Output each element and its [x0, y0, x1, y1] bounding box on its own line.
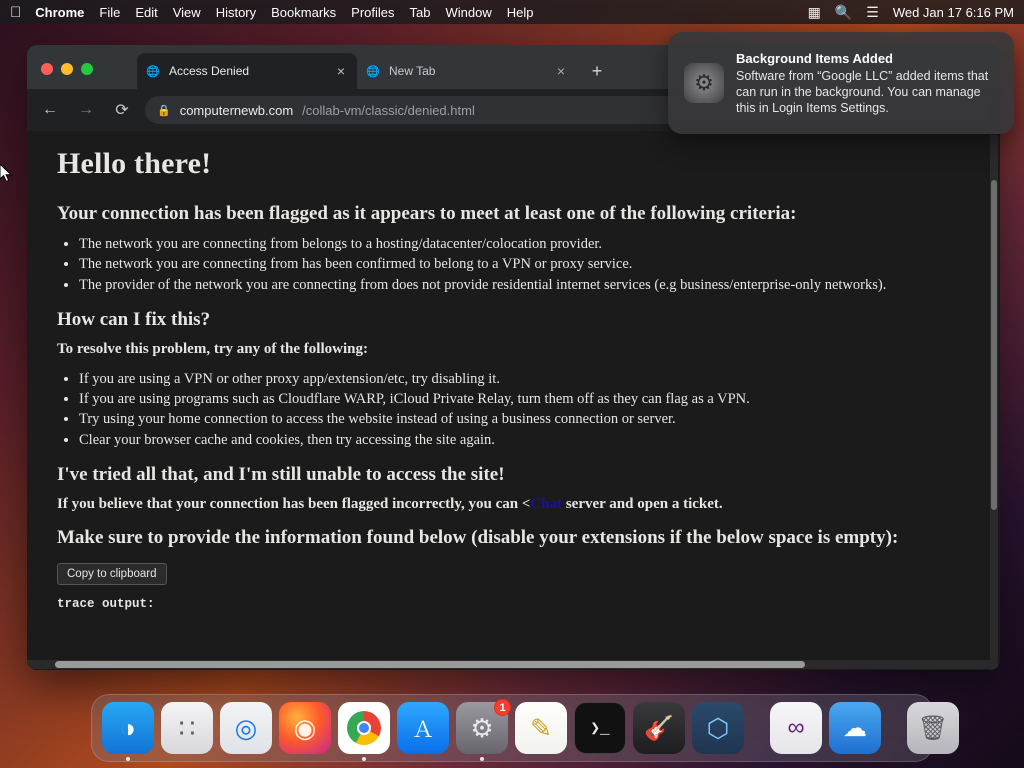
dock-item-system-settings[interactable] [456, 702, 508, 754]
ticket-prefix: If you believe that your connection has been flagged incorrectly, you can [57, 495, 522, 512]
notification-title: Background Items Added [736, 50, 893, 66]
notes-icon: ✎ [530, 712, 552, 743]
menu-item-history[interactable]: History [204, 4, 245, 20]
dock-item-visual-studio[interactable] [770, 702, 822, 754]
lock-icon: 🔒 [157, 104, 171, 117]
menu-item-view[interactable]: View [161, 4, 190, 20]
dock [91, 694, 949, 762]
dock-item-launchpad[interactable] [161, 702, 213, 754]
vertical-scrollbar-thumb[interactable] [991, 180, 997, 510]
dock-item-weather[interactable] [829, 702, 881, 754]
globe-icon: 🌐 [366, 65, 380, 78]
reload-icon[interactable]: ⟳ [115, 102, 129, 119]
control-center-icon[interactable]: ☰ [866, 3, 879, 20]
dock-item-firefox[interactable] [279, 702, 331, 754]
forward-icon[interactable]: → [78, 101, 94, 118]
firefox-icon: ◉ [293, 712, 317, 743]
menu-item-profiles[interactable]: Profiles [339, 4, 384, 20]
tab-title: Access Denied [169, 64, 250, 78]
mouse-cursor [0, 164, 12, 183]
menu-item-edit[interactable]: Edit [124, 4, 147, 20]
window-controls [41, 63, 93, 75]
notification-banner[interactable] [668, 32, 1014, 134]
criteria-list [79, 235, 970, 295]
list-item: • The network you are connecting from has been confirmed to belong to a VPN or proxy service. [79, 255, 970, 274]
close-icon[interactable]: × [556, 63, 566, 79]
dock-item-garageband[interactable] [633, 702, 685, 754]
visual-studio-icon: ∞ [787, 714, 805, 741]
list-item: • The network you are connecting from belongs to a hosting/datacenter/colocation provider. [79, 235, 970, 254]
running-indicator [480, 757, 484, 761]
dock-item-trash[interactable] [907, 702, 959, 754]
horizontal-scrollbar[interactable] [27, 660, 992, 669]
copy-to-clipboard-button[interactable]: Copy to clipboard [57, 563, 167, 585]
chrome-window [27, 45, 1000, 670]
menu-bar [0, 0, 1024, 24]
globe-icon: 🌐 [146, 65, 160, 78]
fix-heading: How can I fix this? [57, 308, 211, 330]
menu-item-help[interactable]: Help [495, 4, 523, 20]
safari-icon: ◎ [234, 712, 258, 743]
finder-icon: ◑ [120, 712, 136, 743]
vs-code-icon: ⬡ [706, 712, 730, 743]
gear-icon: ⚙ [470, 712, 494, 743]
maximize-window-button[interactable] [81, 63, 93, 75]
resolve-list [79, 370, 970, 450]
dock-item-terminal[interactable] [574, 702, 626, 754]
tab-new-tab[interactable] [357, 53, 577, 89]
list-item: • Try using your home connection to access the website instead of using a business connection or server. [79, 410, 970, 429]
list-item: • The provider of the network you are connecting from does not provide residential internet services (e.g business/enterprise-only networks). [79, 276, 970, 295]
dock-item-app-store[interactable] [397, 702, 449, 754]
page-title: Hello there! [57, 147, 212, 180]
apple-icon[interactable] [10, 5, 21, 20]
menu-bar-clock[interactable]: Wed Jan 17 6:16 PM [892, 4, 1014, 20]
tabs [137, 53, 611, 89]
list-item: • If you are using a VPN or other proxy app/extension/etc, try disabling it. [79, 370, 970, 389]
close-window-button[interactable] [41, 63, 53, 75]
horizontal-scrollbar-thumb[interactable] [55, 661, 805, 668]
chat-link[interactable]: Chat [530, 495, 563, 512]
notification-body: Software from “Google LLC” added items that can run in the background. You can manage this in Login Items Settings. [736, 68, 989, 115]
dock-item-vs-code[interactable] [692, 702, 744, 754]
gear-icon: ⚙ [684, 63, 724, 103]
new-tab-button[interactable]: + [591, 60, 603, 81]
page-content [27, 131, 1000, 670]
app-store-icon: Ａ [411, 716, 434, 742]
terminal-icon: ❯_ [590, 720, 610, 738]
menu-item-chrome[interactable]: Chrome [24, 4, 74, 20]
back-icon[interactable]: ← [42, 101, 58, 118]
notification-text [736, 51, 998, 116]
close-icon[interactable]: × [336, 63, 346, 79]
list-item: • If you are using programs such as Cloudflare WARP, iCloud Private Relay, turn them off as they can flag as a VPN. [79, 390, 970, 409]
badge-count: 1 [494, 699, 511, 716]
dock-item-chrome[interactable] [338, 702, 390, 754]
vertical-scrollbar[interactable] [990, 135, 998, 670]
dock-item-notes[interactable] [515, 702, 567, 754]
resolve-lead: To resolve this problem, try any of the following: [57, 340, 368, 357]
menu-item-bookmarks[interactable]: Bookmarks [259, 4, 325, 20]
criteria-heading: Your connection has been flagged as it appears to meet at least one of the following criteria: [57, 203, 797, 224]
running-indicator [126, 757, 130, 761]
minimize-window-button[interactable] [61, 63, 73, 75]
info-heading: Make sure to provide the information found below (disable your extensions if the below space is empty): [57, 526, 899, 548]
weather-icon: ☁ [843, 714, 867, 742]
still-blocked-heading: I've tried all that, and I'm still unable to access the site! [57, 463, 505, 485]
menu-item-window[interactable]: Window [434, 4, 481, 20]
ticket-suffix: server and open a ticket. [562, 495, 723, 512]
dock-item-finder[interactable] [102, 702, 154, 754]
trash-icon: 🗑 [917, 714, 949, 742]
list-item: • Clear your browser cache and cookies, then try accessing the site again. [79, 431, 970, 450]
search-icon[interactable]: 🔍 [834, 3, 853, 20]
launchpad-icon: ∷ [178, 712, 196, 743]
running-indicator [362, 757, 366, 761]
url-path: /collab-vm/classic/denied.html [302, 102, 475, 118]
screen-mirroring-icon[interactable]: ▦ [807, 3, 821, 20]
url-host: computernewb.com [179, 102, 294, 118]
dock-item-safari[interactable] [220, 702, 272, 754]
ticket-paragraph [57, 496, 970, 513]
trace-output-label: trace output: [57, 596, 155, 611]
garageband-icon: 🎸 [644, 714, 674, 742]
tab-access-denied[interactable] [137, 53, 357, 89]
menu-item-file[interactable]: File [88, 4, 110, 20]
tab-title: New Tab [389, 64, 436, 78]
menu-item-tab[interactable]: Tab [398, 4, 420, 20]
chrome-icon [347, 711, 381, 745]
ticket-open-angle: < [521, 495, 531, 512]
